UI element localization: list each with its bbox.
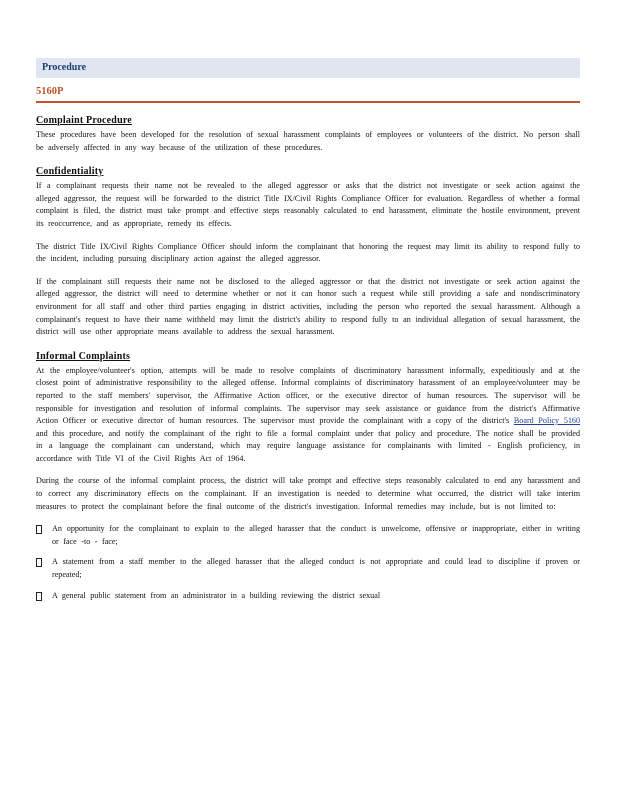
confidentiality-paragraph-2: The district Title IX/Civil Rights Compliance Officer should inform the complainant that honoring the request may limit its ability to respond fully to the incident, including pursuing disciplinary action against the alleged aggressor.: [36, 241, 580, 264]
informal-text-after-link: and this procedure, and notify the complainant of the right to file a formal complaint under that policy and procedure. The notice shall be provided in a language the complainant can understand, which may require language assistance for complainants with limited - English proficiency, in accordance with Title VI of the Civil Rights Act of 1964.: [36, 428, 580, 463]
informal-remedies-list: [36, 523, 580, 602]
document-page: [36, 58, 580, 610]
informal-text-before-link: At the employee/volunteer's option, attempts will be made to resolve complaints of discriminatory harassment informally, expeditiously and at the closest point of administrative responsibility to the alleged offense. Informal complaints of discriminatory harassment of an employee/volunteer may be reported to the staff members' supervisor, the Affirmative Action officer, or the executive director of human resources. The supervisor will be responsible for investigation and resolution of informal complaints. The supervisor may seek assistance or guidance from the district's Affirmative Action Officer or executive director of human resources. The supervisor must provide the complainant with a copy of the district's: [36, 365, 580, 426]
bullet-box-icon: [36, 558, 42, 567]
heading-confidentiality: Confidentiality: [36, 166, 104, 178]
heading-informal-complaints: Informal Complaints: [36, 350, 131, 362]
heading-complaint-procedure: Complaint Procedure: [36, 115, 132, 126]
list-item-text: A statement from a staff member to the alleged harasser that the alleged conduct is not appropriate and could lead to discipline if proven or repeated;: [52, 557, 580, 580]
bullet-box-icon: [36, 525, 42, 534]
bullet-box-icon: [36, 592, 42, 601]
complaint-procedure-paragraph: These procedures have been developed for the resolution of sexual harassment complaints of employees or volunteers of the district. No person shall be adversely affected in any way because of the utilization of these procedures.: [36, 130, 580, 152]
board-policy-link[interactable]: Board Policy 5160: [513, 416, 581, 426]
confidentiality-paragraph-3: If the complainant still requests their name not be disclosed to the alleged aggressor or that the district not investigate or seek action against the alleged aggressor, the district will need to determine whether or not it can honor such a request while still providing a safe and nondiscriminatory environment for all staff and other third parties engaging in district activities, including the person who reported the sexual harassment. Although a complainant's request to have their name withheld may limit the district's ability to respond fully to an individual allegation of sexual harassment, the district will use other appropriate means available to address the sexual harassment.: [36, 276, 580, 337]
list-item-text: An opportunity for the complainant to explain to the alleged harasser that the conduct is unwelcome, offensive or inappropriate, either in writing or face -to - face;: [52, 524, 580, 546]
informal-complaints-paragraph-2: During the course of the informal complaint process, the district will take prompt and effective steps reasonably calculated to end any harassment and to correct any discriminatory effects on the complainant. If an investigation is needed to determine what occurred, the district will take interim measures to protect the complainant before the final outcome of the district's investigation. Informal remedies may include, but is not limited to:: [36, 476, 580, 511]
list-item: [36, 556, 580, 581]
confidentiality-paragraph-1: If a complainant requests their name not be revealed to the alleged aggressor or asks that the district not investigate or seek action against the alleged aggressor, the request will be forwarded to the district Title IX/Civil Rights Compliance Officer for evaluation. Regardless of whether a formal complaint is filed, the district must take prompt and effective steps reasonably calculated to end harassment, eliminate the hostile environment, prevent its reoccurrence, and as appropriate, remedy its effects.: [36, 181, 580, 228]
informal-complaints-paragraph-1: [36, 365, 580, 466]
list-item: [36, 590, 580, 603]
list-item: [36, 523, 580, 548]
procedure-label: Procedure: [42, 62, 87, 73]
policy-code: 5160P: [36, 86, 580, 103]
list-item-text: A general public statement from an administrator in a building reviewing the district sexual: [52, 590, 381, 600]
procedure-band: [36, 58, 580, 78]
